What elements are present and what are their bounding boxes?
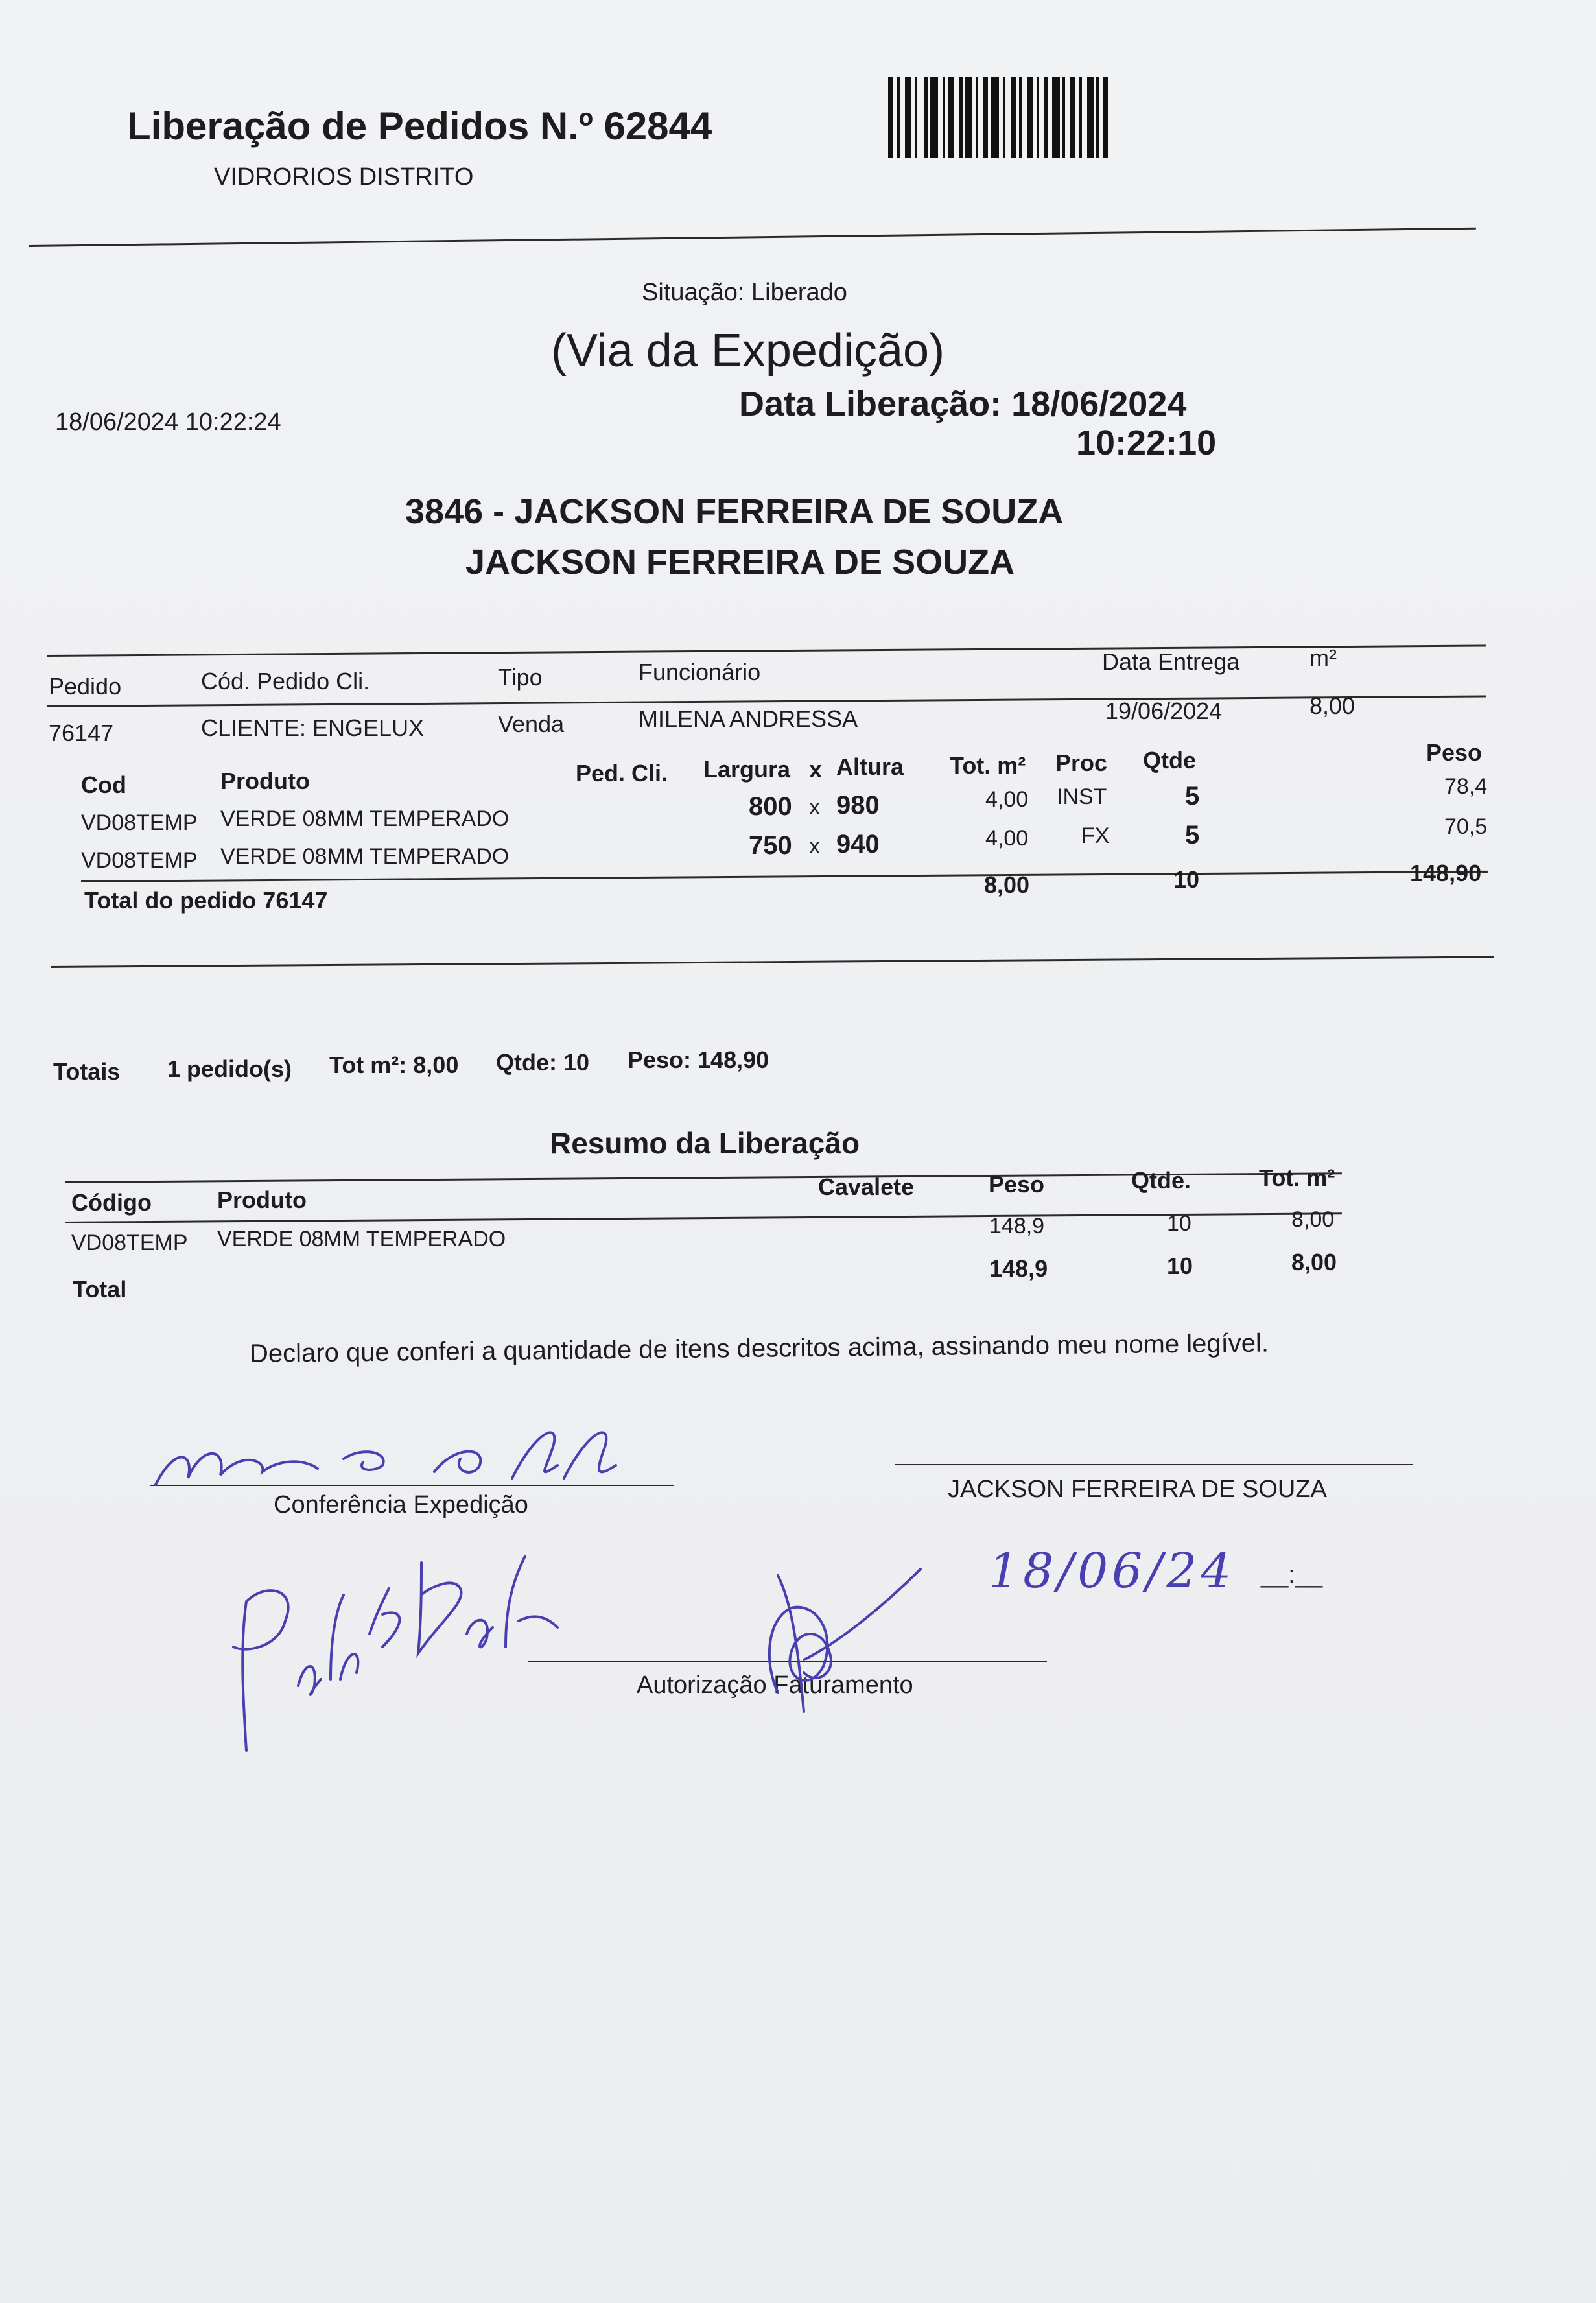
summary-total-qtde: 10	[1167, 1253, 1193, 1279]
document-title: Liberação de Pedidos N.º 62844	[127, 104, 712, 148]
item-1-produto: VERDE 08MM TEMPERADO	[220, 807, 510, 831]
item-col-largura: Largura	[703, 756, 791, 783]
item-col-altura: Altura	[836, 753, 904, 780]
totals-pedidos: 1 pedido(s)	[167, 1056, 292, 1082]
release-time: 10:22:10	[1076, 423, 1217, 462]
barcode	[888, 77, 1141, 158]
autorizacao-signature	[207, 1517, 570, 1780]
summary-col-codigo: Código	[71, 1189, 152, 1216]
client-name: JACKSON FERREIRA DE SOUZA	[465, 543, 1015, 582]
summary-col-tot-m2: Tot. m²	[1259, 1164, 1335, 1191]
item-1-qtde: 5	[1185, 782, 1200, 810]
totals-tot-m2: Tot m²: 8,00	[329, 1052, 459, 1078]
conferencia-label: Conferência Expedição	[274, 1491, 528, 1518]
header-divider	[29, 228, 1476, 247]
item-col-proc: Proc	[1055, 750, 1108, 776]
item-col-qtde: Qtde	[1143, 747, 1197, 774]
order-m2: 8,00	[1309, 692, 1355, 719]
item-col-peso: Peso	[1426, 739, 1483, 766]
item-2-peso: 70,5	[1444, 814, 1488, 839]
item-2-cod: VD08TEMP	[81, 848, 198, 873]
col-m2: m²	[1309, 644, 1337, 671]
item-1-peso: 78,4	[1444, 774, 1488, 799]
summary-row-tot-m2: 8,00	[1291, 1207, 1335, 1232]
summary-row-produto: VERDE 08MM TEMPERADO	[217, 1227, 506, 1251]
totals-peso: Peso: 148,90	[628, 1046, 769, 1073]
handwritten-date: 18/06/24	[989, 1543, 1236, 1599]
col-pedido: Pedido	[49, 673, 122, 700]
order-total-label: Total do pedido 76147	[84, 887, 328, 914]
order-total-qtde: 10	[1173, 866, 1200, 893]
item-col-tot-m2: Tot. m²	[950, 752, 1026, 779]
summary-col-qtde: Qtde.	[1131, 1167, 1191, 1194]
totals-qtde: Qtde: 10	[496, 1049, 590, 1076]
summary-total-tot-m2: 8,00	[1291, 1249, 1337, 1275]
declaration-text: Declaro que conferi a quantidade de itens descritos acima, assinando meu nome legível.	[249, 1329, 1269, 1368]
col-funcionario: Funcionário	[639, 659, 761, 685]
order-funcionario: MILENA ANDRESSA	[639, 705, 858, 732]
items-total-line	[81, 871, 1488, 882]
status-text: Situação: Liberado	[642, 279, 847, 306]
order-header-top-line	[47, 645, 1486, 657]
item-2-largura: 750	[749, 831, 792, 860]
order-data-entrega: 19/06/2024	[1105, 698, 1223, 724]
company-name: VIDRORIOS DISTRITO	[214, 163, 474, 191]
item-1-tot-m2: 4,00	[985, 787, 1029, 812]
conferencia-signature	[149, 1407, 681, 1507]
time-blank: __:__	[1261, 1561, 1323, 1588]
summary-header-line	[65, 1212, 1342, 1223]
summary-col-peso: Peso	[989, 1171, 1045, 1198]
item-col-ped-cli: Ped. Cli.	[576, 760, 668, 786]
item-2-proc: FX	[1081, 823, 1110, 848]
summary-row-codigo: VD08TEMP	[71, 1231, 188, 1255]
item-col-x: x	[809, 756, 823, 783]
faturamento-signature	[739, 1563, 946, 1721]
col-cod-pedido-cli: Cód. Pedido Cli.	[201, 668, 370, 694]
order-pedido: 76147	[49, 720, 114, 746]
copy-label: (Via da Expedição)	[551, 325, 945, 377]
col-data-entrega: Data Entrega	[1102, 648, 1240, 675]
order-total-peso: 148,90	[1410, 860, 1482, 886]
item-1-altura: 980	[836, 791, 880, 820]
client-code-name: 3846 - JACKSON FERREIRA DE SOUZA	[405, 492, 1064, 531]
item-1-x: x	[809, 795, 820, 820]
item-2-qtde: 5	[1185, 821, 1200, 849]
item-col-produto: Produto	[220, 768, 310, 794]
release-date: Data Liberação: 18/06/2024	[739, 384, 1187, 423]
summary-total-peso: 148,9	[989, 1255, 1048, 1282]
item-2-x: x	[809, 834, 820, 858]
item-1-cod: VD08TEMP	[81, 810, 198, 835]
item-2-tot-m2: 4,00	[985, 826, 1029, 851]
item-2-produto: VERDE 08MM TEMPERADO	[220, 844, 510, 869]
summary-title: Resumo da Liberação	[550, 1126, 860, 1160]
order-tipo: Venda	[498, 711, 565, 737]
order-cod-pedido-cli: CLIENTE: ENGELUX	[201, 715, 425, 741]
summary-col-produto: Produto	[217, 1187, 307, 1213]
order-section-bottom-line	[51, 956, 1494, 968]
summary-col-cavalete: Cavalete	[818, 1174, 915, 1200]
summary-total-label: Total	[73, 1276, 127, 1303]
summary-row-peso: 148,9	[989, 1214, 1045, 1238]
totals-label: Totais	[53, 1058, 121, 1085]
order-total-tot-m2: 8,00	[984, 871, 1030, 898]
print-datetime: 18/06/2024 10:22:24	[55, 408, 281, 436]
col-tipo: Tipo	[498, 664, 543, 691]
item-1-proc: INST	[1057, 785, 1107, 809]
summary-row-qtde: 10	[1167, 1211, 1191, 1236]
item-1-largura: 800	[749, 792, 792, 821]
client-signature-line	[895, 1464, 1413, 1465]
item-2-altura: 940	[836, 830, 880, 858]
client-name-under-line: JACKSON FERREIRA DE SOUZA	[948, 1476, 1327, 1503]
autorizacao-label: Autorização Faturamento	[637, 1671, 913, 1699]
item-col-cod: Cod	[81, 772, 126, 798]
